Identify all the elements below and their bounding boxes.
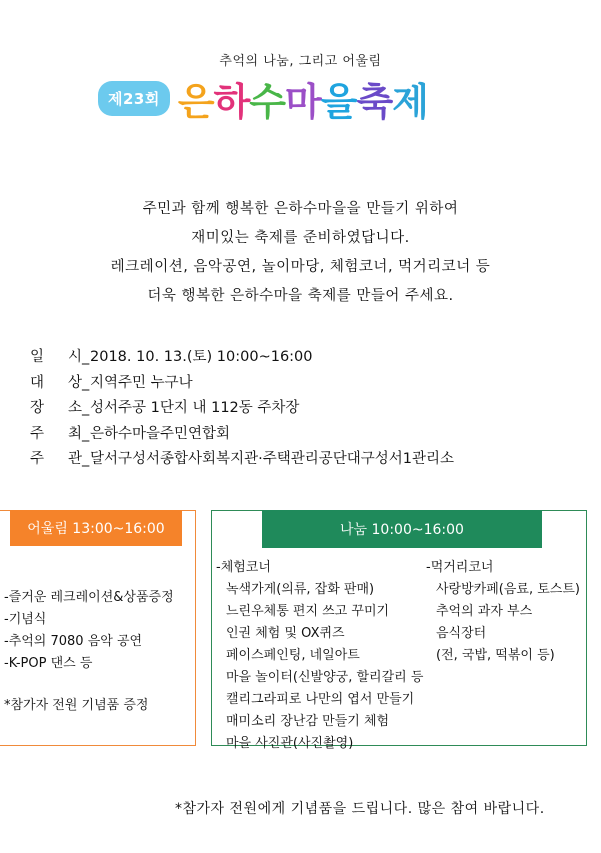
event-info [30, 345, 454, 473]
info-row-date [30, 345, 454, 371]
nanum-header: 나눔 10:00~16:00 [262, 510, 542, 548]
info-value: 은하수마을주민연합회 [90, 425, 231, 442]
info-key1: 주 [30, 425, 45, 442]
intro-line: 더욱 행복한 은하수마을 축제를 만들어 주세요. [147, 288, 454, 304]
festival-subtitle: 추억의 나눔, 그리고 어울림 [219, 54, 382, 69]
info-row-place [30, 396, 454, 422]
info-key2: 시_ [68, 349, 90, 365]
list-item: 느린우체통 편지 쓰고 꾸미기 [226, 604, 390, 619]
list-item: 페이스페인팅, 네일아트 [226, 648, 360, 663]
list-item: 마을 사진관(사진촬영) [226, 736, 354, 751]
intro-line: 재미있는 축제를 준비하였답니다. [191, 230, 410, 246]
list-item: 인권 체험 및 OX퀴즈 [226, 626, 345, 641]
intro-line: 레크레이션, 음악공연, 놀이마당, 체험코너, 먹거리코너 등 [110, 259, 491, 275]
title-char: 을 [320, 79, 357, 124]
list-item: 사랑방카페(음료, 토스트) [436, 582, 580, 597]
festival-title [178, 71, 428, 126]
title-char: 은 [177, 79, 214, 124]
experience-title: -체험코너 [216, 560, 271, 575]
list-item: -즐거운 레크레이션&상품증정 [4, 590, 174, 605]
title-char: 하 [213, 79, 250, 124]
title-char: 수 [249, 79, 286, 124]
food-title: -먹거리코너 [426, 560, 494, 575]
footer-note: *참가자 전원에게 기념품을 드립니다. 많은 참여 바랍니다. [175, 801, 545, 817]
edition-badge: 제23회 [98, 81, 170, 116]
info-key2: 관_ [68, 451, 90, 467]
intro-line: 주민과 함께 행복한 은하수마을을 만들기 위하여 [142, 201, 459, 217]
info-key2: 최_ [68, 425, 90, 442]
list-item: 음식장터 [436, 626, 487, 641]
list-item: 캘리그라피로 나만의 엽서 만들기 [226, 692, 415, 707]
info-row-target [30, 371, 454, 397]
info-key1: 주 [30, 451, 45, 467]
info-value: 2018. 10. 13.(토) 10:00~16:00 [90, 349, 313, 365]
eoullim-list [4, 587, 174, 717]
title-char: 제 [392, 79, 428, 124]
info-key1: 일 [30, 349, 45, 365]
list-item: -추억의 7080 음악 공연 [4, 634, 143, 649]
info-value: 성서주공 1단지 내 112동 주차장 [90, 400, 300, 416]
info-key2: 소_ [68, 400, 90, 416]
list-item: -기념식 [4, 612, 47, 627]
info-row-organizer [30, 447, 454, 473]
experience-column [216, 557, 423, 755]
list-item: 마을 놀이터(신발양궁, 할리갈리 등 [226, 670, 424, 685]
info-value: 달서구성서종합사회복지관·주택관리공단대구성서1관리소 [90, 451, 455, 467]
list-item: 추억의 과자 부스 [436, 604, 533, 619]
list-item: 녹색가게(의류, 잡화 판매) [226, 582, 375, 597]
title-row [98, 73, 428, 123]
eoullim-header: 어울림 13:00~16:00 [10, 510, 182, 546]
info-key2: 상_ [68, 374, 90, 391]
nanum-box [211, 510, 587, 751]
eoullim-box [0, 510, 196, 746]
title-char: 마 [285, 79, 321, 124]
info-key1: 장 [30, 400, 45, 416]
title-char: 축 [356, 79, 393, 124]
list-item: 매미소리 장난감 만들기 체험 [226, 714, 390, 729]
eoullim-note: *참가자 전원 기념품 증정 [4, 698, 149, 713]
food-column [426, 557, 580, 667]
info-value: 지역주민 누구나 [90, 374, 193, 391]
list-item: -K-POP 댄스 등 [4, 656, 93, 671]
intro-text [0, 195, 601, 311]
list-item: (전, 국밥, 떡볶이 등) [436, 648, 555, 663]
info-key1: 대 [30, 374, 45, 391]
info-row-host [30, 422, 454, 448]
